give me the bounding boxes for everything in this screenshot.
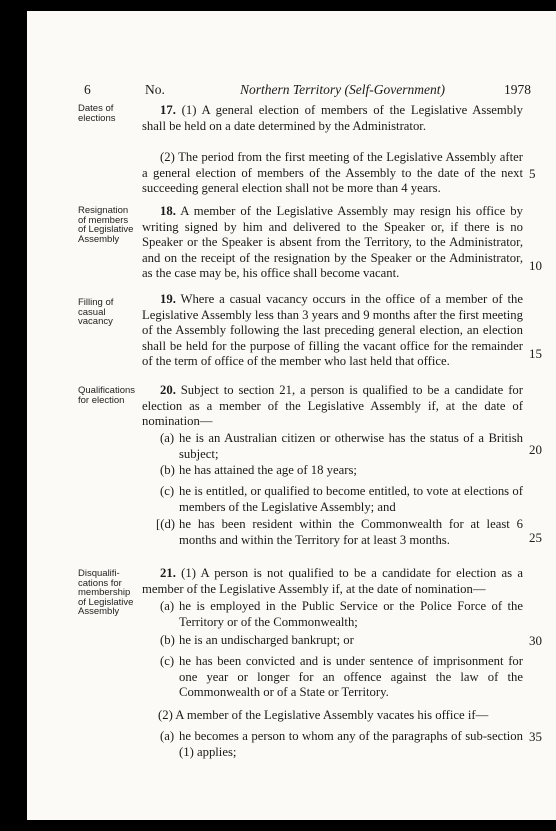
section-number: 21. xyxy=(160,566,176,580)
line-number: 35 xyxy=(529,729,542,744)
paragraph-text: he is an Australian citizen or otherwise has the status of a British subject; xyxy=(179,431,523,461)
section-21-paragraph-a xyxy=(160,599,523,630)
paragraph-text: he has been resident within the Commonwealth for at least 6 months and within the Territory for at least 3 months. xyxy=(179,517,523,547)
sidenote-qualifications: Qualifications for election xyxy=(78,385,136,406)
paragraph-label: (b) xyxy=(160,463,175,477)
sidenote-resignation: Resignation of members of Legislative Assembly xyxy=(78,205,134,245)
section-number: 19. xyxy=(160,292,176,306)
paragraph-text: he is an undischarged bankrupt; or xyxy=(179,633,354,647)
section-17-subsection-1 xyxy=(142,103,523,134)
paragraph-text: he is employed in the Public Service or the Police Force of the Territory or of the Commonwealth; xyxy=(179,599,523,629)
section-20-paragraph-b xyxy=(160,463,523,479)
line-number: 15 xyxy=(529,346,542,361)
section-number: 20. xyxy=(160,383,176,397)
section-17-subsection-2: (2) The period from the first meeting of the Legislative Assembly after a general election of members of the Assembly to the date of the next succeeding general election shall not be more than 4 years. xyxy=(142,150,523,196)
line-number: 20 xyxy=(529,442,542,457)
section-number: 18. xyxy=(160,204,176,218)
section-number: 17. xyxy=(160,103,176,117)
section-text: (1) A person is not qualified to be a candidate for election as a member of the Legislative Assembly if, at the date of nomination— xyxy=(142,566,524,596)
section-21-subsection-1 xyxy=(142,566,523,597)
paragraph-text: he has been convicted and is under sentence of imprisonment for one year or longer for an offence against the law of the Commonwealth or of a State or Territory. xyxy=(179,654,523,700)
section-20-paragraph-d xyxy=(156,517,523,548)
paragraph-label: (a) xyxy=(160,431,175,445)
paragraph-text: he becomes a person to whom any of the paragraphs of sub-section (1) applies; xyxy=(179,729,523,759)
paragraph-text: he is entitled, or qualified to become entitled, to vote at elections of members of the Legislative Assembly; and xyxy=(179,484,523,514)
section-18 xyxy=(142,204,523,282)
paragraph-label: [(d) xyxy=(156,517,176,531)
paragraph-text: he has attained the age of 18 years; xyxy=(179,463,357,477)
paragraph-label: (b) xyxy=(160,633,175,647)
section-19 xyxy=(142,292,523,370)
section-21-subsection-2-paragraph-a xyxy=(160,729,523,760)
line-number: 10 xyxy=(529,258,542,273)
sidenote-dates-of-elections: Dates of elections xyxy=(78,103,116,124)
paragraph-label: (a) xyxy=(160,599,175,613)
section-text: (1) A general election of members of the Legislative Assembly shall be held on a date determined by the Administrator. xyxy=(142,103,524,133)
paragraph-label: (a) xyxy=(160,729,175,743)
sidenote-casual-vacancy: Filling of casual vacancy xyxy=(78,297,114,328)
section-text: Subject to section 21, a person is qualified to be a candidate for election as a member of the Legislative Assembly if, at the date of nomination— xyxy=(142,383,523,429)
act-year: 1978 xyxy=(504,82,531,97)
act-title: Northern Territory (Self-Government) xyxy=(240,82,445,97)
line-number: 5 xyxy=(529,166,536,181)
document-page xyxy=(27,11,556,820)
section-21-paragraph-b xyxy=(160,633,523,649)
section-text: A member of the Legislative Assembly may resign his office by writing signed by him and delivered to the Speaker or, if there is no Speaker or the Speaker is absent from the Territory, to the Administrator, and on the receipt of the resignation by the Speaker or the Administrator, as the case may be, his office shall become vacant. xyxy=(142,204,523,281)
sidenote-disqualifications: Disqualifi-cations for membership of Legislative Assembly xyxy=(78,568,134,618)
section-text: Where a casual vacancy occurs in the office of a member of the Legislative Assembly less than 3 years and 9 months after the first meeting of the Assembly following the last preceding general election, an election shall be held for the purpose of filling the vacant office for the remainder of the term of office of the member who last held that office. xyxy=(142,292,523,369)
act-number-label: No. xyxy=(145,82,165,97)
line-number: 30 xyxy=(529,633,542,648)
section-20-paragraph-a xyxy=(160,431,523,462)
section-21-subsection-2: (2) A member of the Legislative Assembly vacates his office if— xyxy=(158,708,489,722)
page-number: 6 xyxy=(84,82,91,97)
paragraph-label: (c) xyxy=(160,654,175,668)
line-number: 25 xyxy=(529,530,542,545)
section-20 xyxy=(142,383,523,430)
section-21-paragraph-c xyxy=(160,654,523,701)
paragraph-label: (c) xyxy=(160,484,175,498)
section-20-paragraph-c xyxy=(160,484,523,515)
